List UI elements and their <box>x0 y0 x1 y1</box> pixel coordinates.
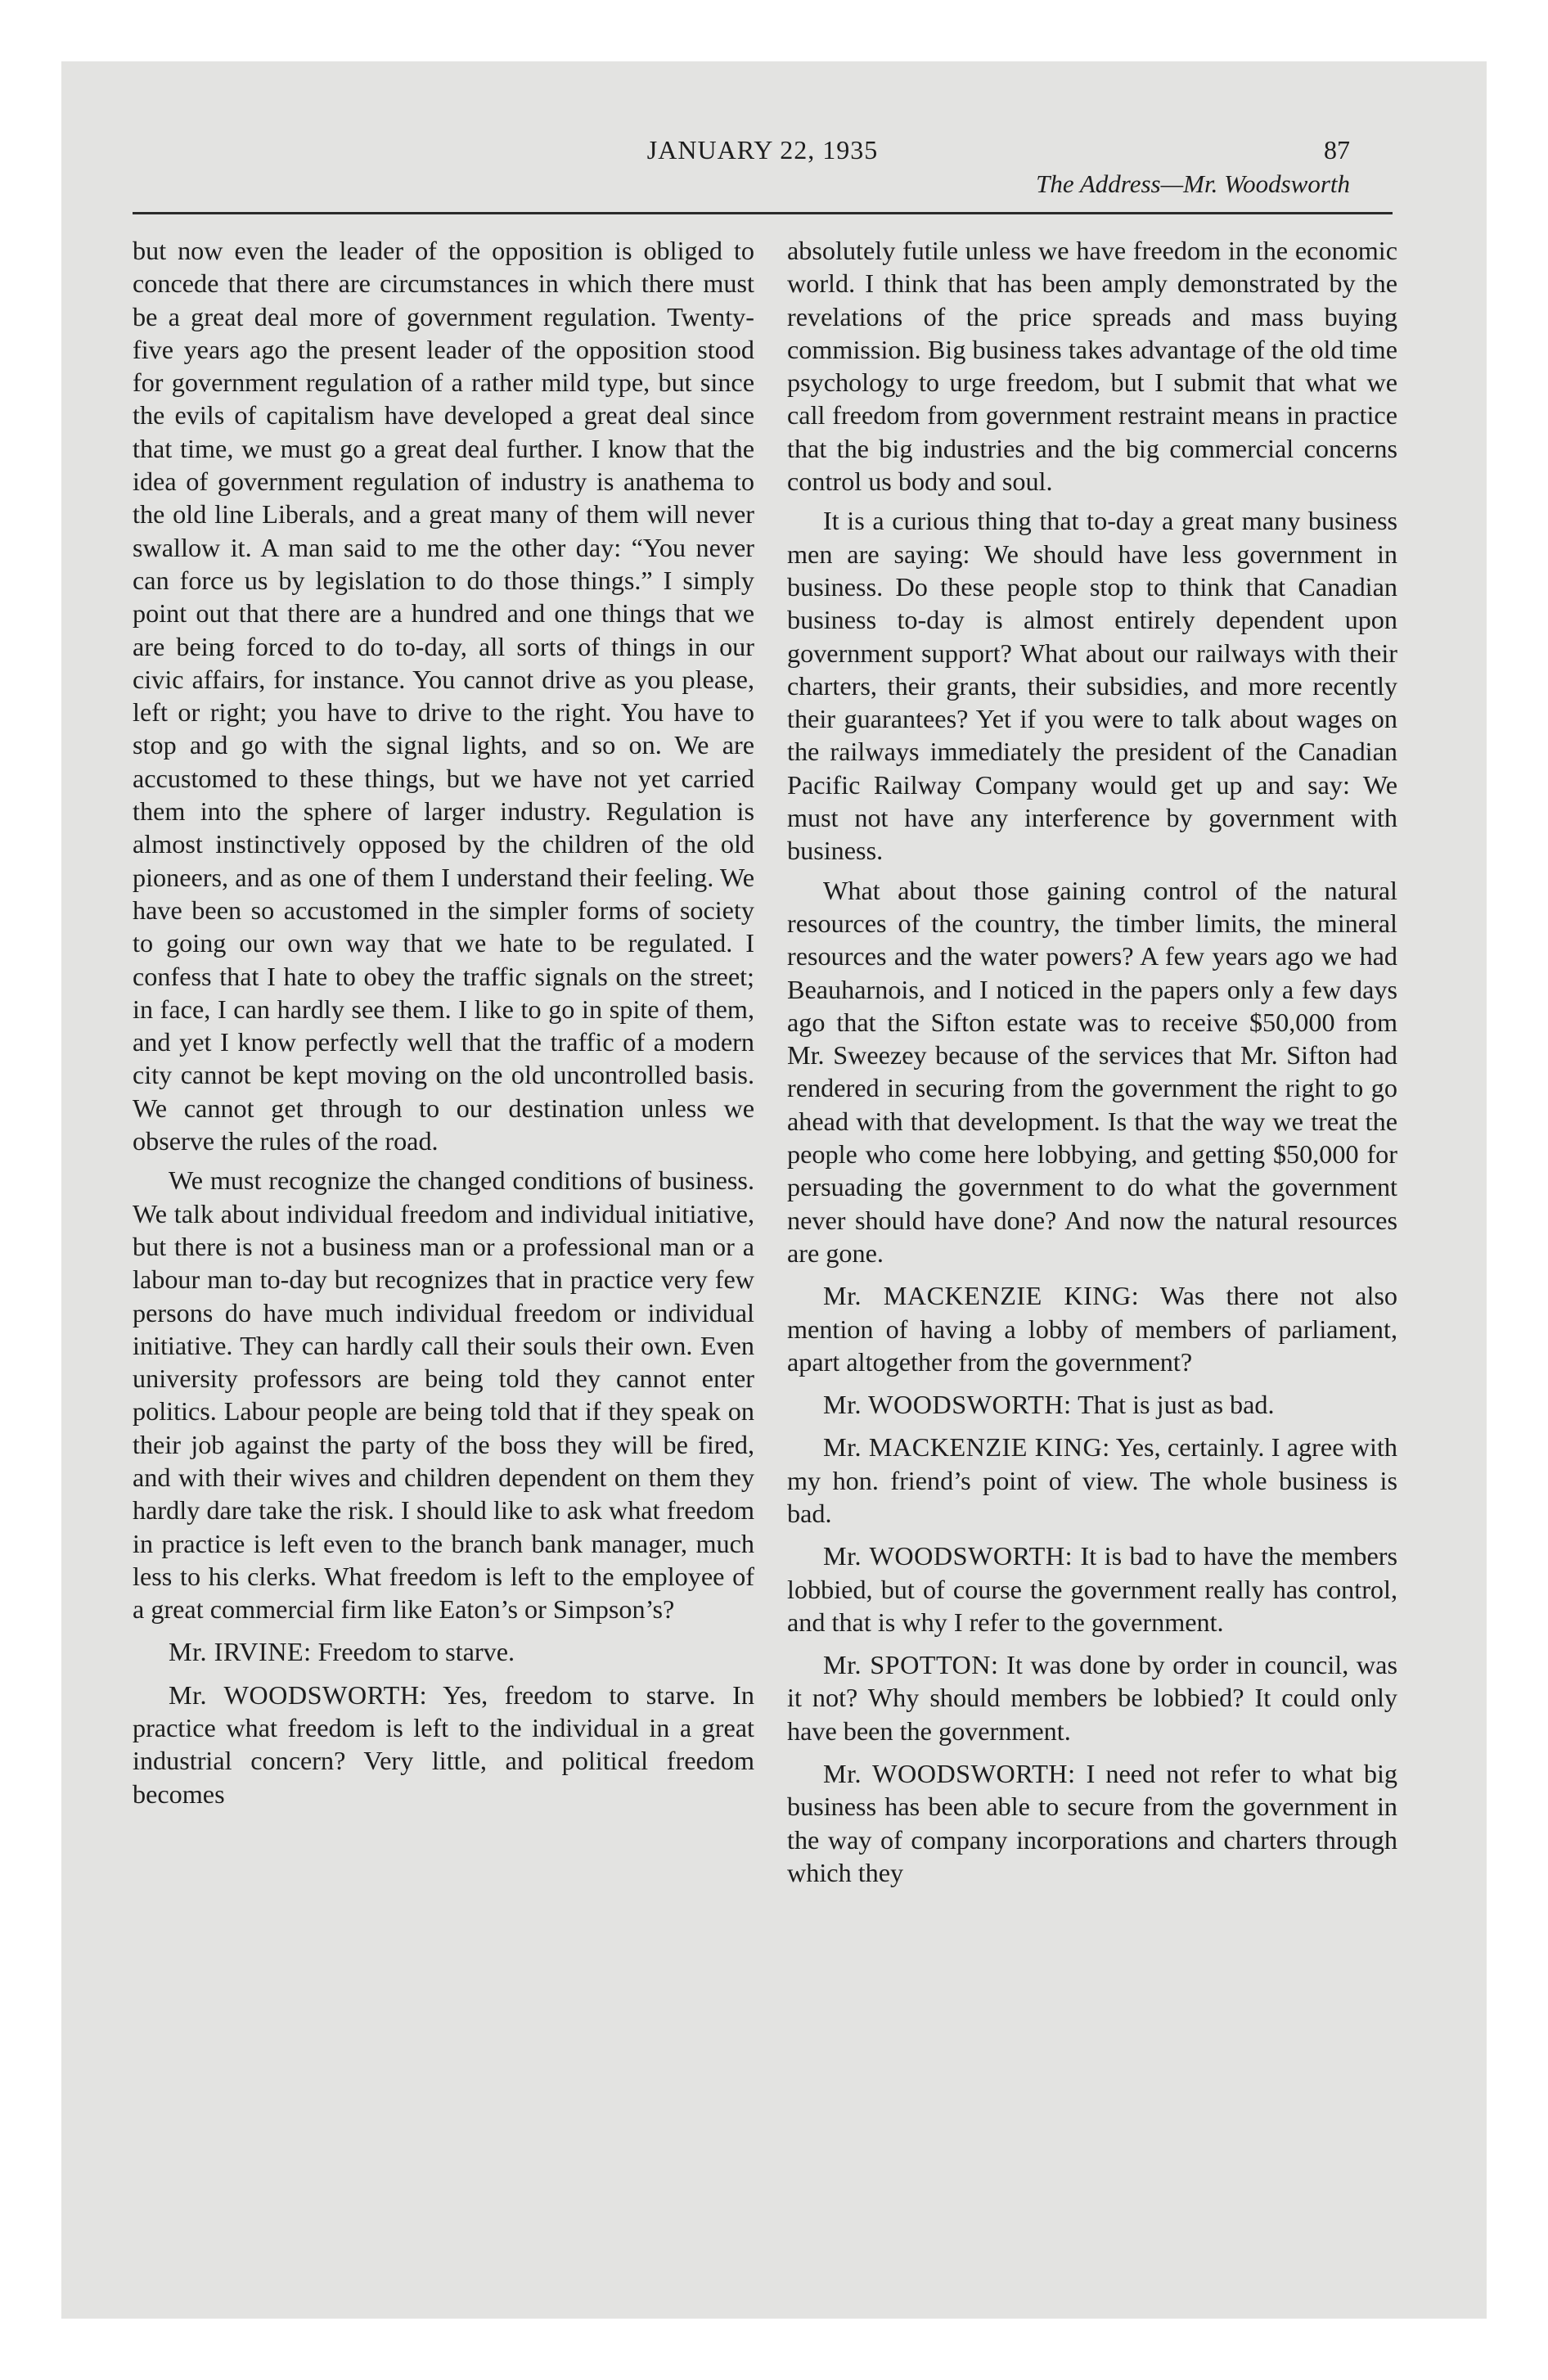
speaker-name: Mr. WOODSWORTH: <box>169 1679 428 1710</box>
running-title: The Address—Mr. Woodsworth <box>1036 169 1350 198</box>
speaker-name: Mr. MACKENZIE KING: <box>823 1281 1140 1311</box>
paragraph: It is a curious thing that to-day a great many business men are saying: We should have less government in business. Do these people stop to think that Canadian business to-day is almost entirely dependent upon government support? What about our railways with their charters, their grants, their subsidies, and more recently their guarantees? Yet if you were to talk about wages on the railways immediately the president of the Canadian Pacific Railway Company would get up and say: We must not have any interference by government with business. <box>787 506 1397 866</box>
speech-text: That is just as bad. <box>1078 1390 1275 1420</box>
speech-paragraph <box>787 1279 1397 1378</box>
speaker-name: Mr. WOODSWORTH: <box>823 1390 1072 1420</box>
speech-paragraph <box>787 1648 1397 1747</box>
left-column <box>133 234 754 1817</box>
speech-text: Freedom to starve. <box>317 1637 515 1667</box>
header-rule <box>133 212 1393 214</box>
right-column <box>787 234 1397 1895</box>
speaker-name: Mr. WOODSWORTH: <box>823 1541 1073 1571</box>
paragraph: What about those gaining control of the natural resources of the country, the timber limits, the mineral resources and the water powers? A few years ago we had Beauharnois, and I noticed in the papers only a few days ago that the Sifton estate was to receive $50,000 from Mr. Sweezey because of the services that Mr. Sifton had rendered in securing from the government the right to go ahead with that development. Is that the way we treat the people who come here lobbying, and getting $50,000 for persuading the government to do what the government never should have done? And now the natural resources are gone. <box>787 875 1397 1268</box>
speaker-name: Mr. IRVINE: <box>169 1637 312 1667</box>
speech-text: Yes, certainly. I agree with my hon. friend’s point of view. The whole business is bad. <box>787 1432 1397 1528</box>
speaker-name: Mr. MACKENZIE KING: <box>823 1432 1110 1463</box>
speech-text: It was done by order in council, was it not? Why should members be lobbied? It could only have been the government. <box>787 1650 1397 1746</box>
paragraph: but now even the leader of the opposition is obliged to concede that there are circumstances in which there must be a great deal more of government regulation. Twenty-five years ago the present leader of the opposition stood for government regulation of a rather mild type, but since the evils of capitalism have developed a great deal since that time, we must go a great deal further. I know that the idea of government regulation of industry is anathema to the old line Liberals, and a great many of them will never swallow it. A man said to me the other day: “You never can force us by legislation to do those things.” I simply point out that there are a hundred and one things that we are being forced to do to-day, all sorts of things in our civic affairs, for instance. You cannot drive as you please, left or right; you have to drive to the right. You have to stop and go with the signal lights, and so on. We are accustomed to these things, but we have not yet carried them into the sphere of larger industry. Regulation is almost instinctively opposed by the children of the old pioneers, and as one of them I understand their feeling. We have been so accustomed in the simpler forms of society to going our own way that we hate to be regulated. I confess that I hate to obey the traffic signals on the street; in face, I can hardly see them. I like to go in spite of them, and yet I know perfectly well that the traffic of a modern city cannot be kept moving on the old uncontrolled basis. We cannot get through to our destination unless we observe the rules of the road. <box>133 236 754 1156</box>
speech-text: Yes, freedom to starve. In practice what freedom is left to the individual in a great industrial concern? Very little, and political freedom becomes <box>133 1679 754 1809</box>
speech-paragraph <box>787 1431 1397 1530</box>
speech-text: I need not refer to what big business has been able to secure from the government in the way of company incorporations and charters through which they <box>787 1759 1397 1887</box>
speech-text: Was there not also mention of having a lobby of members of parliament, apart altogether from the government? <box>787 1281 1398 1377</box>
speech-paragraph <box>787 1388 1397 1421</box>
page-header <box>133 135 1393 204</box>
speech-paragraph <box>787 1757 1397 1889</box>
speech-text: It is bad to have the members lobbied, but of course the government really has control, and that is why I refer to the government. <box>787 1541 1397 1637</box>
page-number: 87 <box>1324 135 1350 165</box>
speaker-name: Mr. SPOTTON: <box>823 1650 999 1680</box>
header-date: JANUARY 22, 1935 <box>646 135 879 165</box>
speech-paragraph <box>133 1635 754 1668</box>
speech-paragraph <box>133 1679 754 1810</box>
paragraph: We must recognize the changed conditions of business. We talk about individual freedom and individual initiative, but there is not a business man or a professional man or a labour man to-day but recognizes that in practice very few persons do have much individual freedom or individual initiative. They can hardly call their souls their own. Even university professors are being told they cannot enter politics. Labour people are being told that if they speak on their job against the party of the boss they will be fired, and with their wives and children dependent on them they hardly dare take the risk. I should like to ask what freedom in practice is left even to the branch bank manager, much less to his clerks. What freedom is left to the employee of a great commercial firm like Eaton’s or Simpson’s? <box>133 1165 754 1625</box>
speech-paragraph <box>787 1539 1397 1639</box>
paragraph: absolutely futile unless we have freedom in the economic world. I think that has been amply demonstrated by the revelations of the price spreads and mass buying commission. Big business takes advantage of the old time psychology to urge freedom, but I submit that what we call freedom from government restraint means in practice that the big industries and the big commercial concerns control us body and soul. <box>787 236 1397 497</box>
speaker-name: Mr. WOODSWORTH: <box>823 1759 1076 1789</box>
